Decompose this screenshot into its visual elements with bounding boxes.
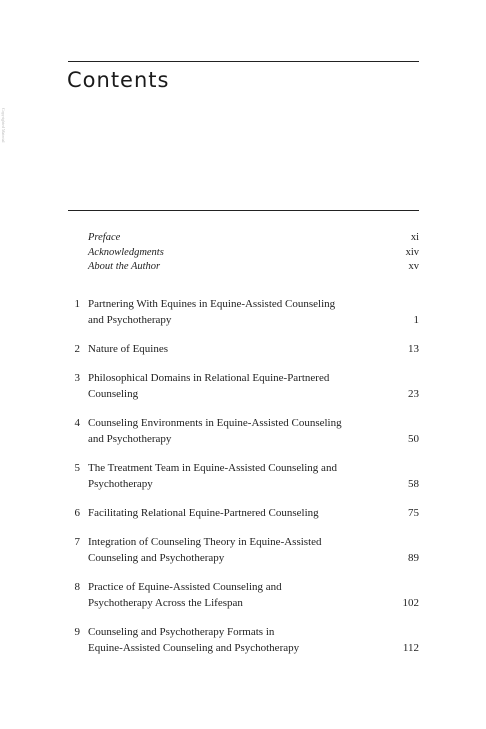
chapter-page: 13	[408, 343, 419, 355]
chapter-page: 89	[408, 552, 419, 564]
chapter-number: 5	[74, 462, 80, 474]
chapter-title	[88, 415, 378, 447]
chapter-title-line: The Treatment Team in Equine-Assisted Counseling and	[88, 462, 337, 474]
chapter-entry	[68, 534, 419, 566]
chapter-title	[88, 341, 378, 357]
chapter-title-line: Psychotherapy Across the Lifespan	[88, 597, 243, 609]
chapter-title-line: Partnering With Equines in Equine-Assisted Counseling	[88, 298, 336, 310]
front-matter-list	[88, 232, 419, 276]
page-title: Contents	[67, 68, 170, 92]
chapter-title-line: Counseling and Psychotherapy	[88, 552, 225, 564]
front-matter-title: Acknowledgments	[88, 246, 164, 258]
chapter-entry	[68, 460, 419, 492]
chapter-title-line: Integration of Counseling Theory in Equine-Assisted	[88, 536, 322, 548]
front-matter-page: xi	[410, 232, 419, 243]
chapter-entry	[68, 415, 419, 447]
chapter-title-line: and Psychotherapy	[88, 314, 172, 326]
front-matter-title: About the Author	[88, 261, 161, 272]
chapter-title-line: and Psychotherapy	[88, 433, 172, 445]
chapter-number: 1	[74, 298, 80, 310]
chapter-entry	[68, 370, 419, 402]
chapter-title	[88, 460, 378, 492]
chapter-entry	[68, 296, 419, 328]
chapter-title	[88, 505, 378, 521]
chapter-title-line: Practice of Equine-Assisted Counseling and	[88, 581, 282, 593]
chapter-entry	[68, 624, 419, 656]
middle-rule	[68, 210, 419, 211]
chapter-title-line: Facilitating Relational Equine-Partnered Counseling	[88, 507, 319, 519]
chapter-page: 58	[408, 478, 419, 490]
chapter-page: 75	[408, 507, 419, 519]
chapter-title	[88, 370, 378, 402]
chapter-title-line: Equine-Assisted Counseling and Psychotherapy	[88, 642, 300, 654]
top-rule	[68, 61, 419, 62]
front-matter-page: xv	[408, 261, 419, 272]
chapter-number: 7	[74, 536, 80, 548]
chapter-title-line: Psychotherapy	[88, 478, 153, 490]
chapter-number: 4	[74, 417, 80, 429]
front-matter-item	[88, 261, 419, 276]
chapter-number: 9	[74, 626, 80, 638]
chapter-title	[88, 534, 378, 566]
chapter-entry	[68, 341, 419, 357]
front-matter-item	[88, 247, 419, 262]
chapter-page: 112	[402, 642, 419, 654]
chapter-title-line: Nature of Equines	[88, 343, 169, 355]
chapter-number: 8	[74, 581, 80, 593]
chapter-title-line: Philosophical Domains in Relational Equine-Partnered	[88, 372, 330, 384]
chapter-title	[88, 624, 378, 656]
front-matter-page: xiv	[405, 246, 419, 258]
chapter-number: 6	[74, 507, 80, 519]
side-watermark: Copyrighted Material	[1, 108, 6, 143]
chapter-title-line: Counseling Environments in Equine-Assisted Counseling	[88, 417, 342, 429]
chapter-entry	[68, 579, 419, 611]
chapter-page: 50	[408, 433, 419, 445]
chapter-number: 3	[74, 372, 80, 384]
chapter-list	[68, 296, 419, 656]
front-matter-item	[88, 232, 419, 247]
chapter-page: 23	[408, 388, 419, 400]
front-matter-title: Preface	[88, 232, 121, 243]
chapter-number: 2	[74, 343, 80, 355]
chapter-title-line: Counseling	[88, 388, 139, 400]
chapter-page: 1	[413, 314, 419, 326]
chapter-entry	[68, 505, 419, 521]
chapter-title-line: Counseling and Psychotherapy Formats in	[88, 626, 275, 638]
chapter-title	[88, 296, 378, 328]
chapter-page: 102	[402, 597, 419, 609]
chapter-title	[88, 579, 378, 611]
